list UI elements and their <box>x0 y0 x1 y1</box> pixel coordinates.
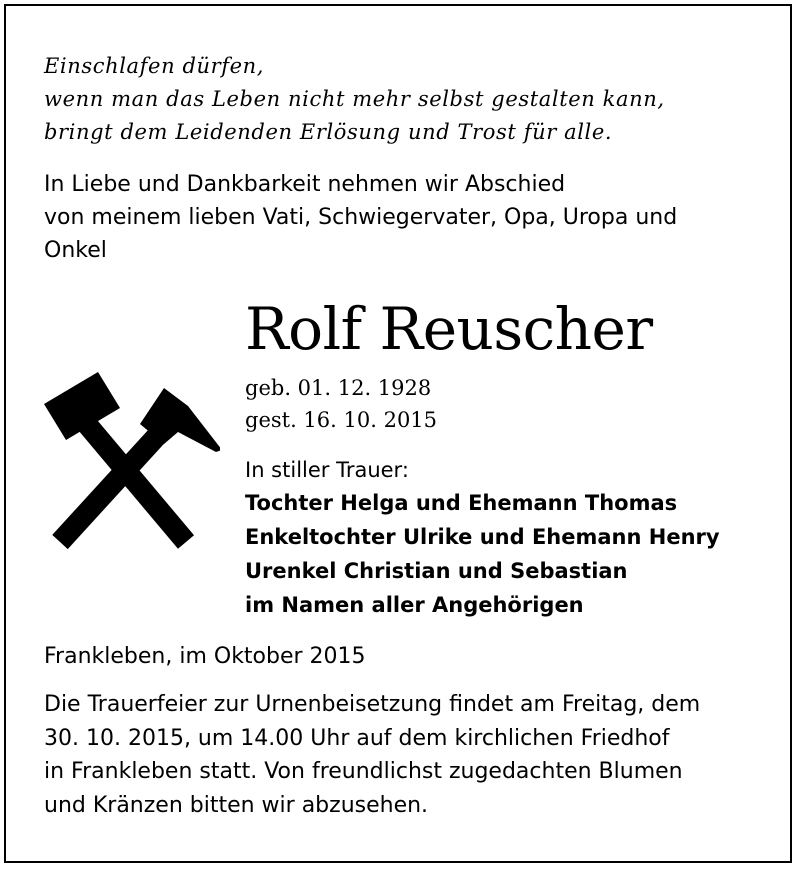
ceremony-info <box>44 688 700 822</box>
mourner-line: im Namen aller Angehörigen <box>245 593 584 617</box>
mourners-list <box>245 486 720 622</box>
intro-line: von meinem lieben Vati, Schwiegervater, Opa, Uropa und <box>44 205 678 230</box>
hammer-and-pick-icon <box>40 372 220 556</box>
ceremony-line: 30. 10. 2015, um 14.00 Uhr auf dem kirchlichen Friedhof <box>44 725 670 751</box>
verse <box>44 50 665 149</box>
verse-line: wenn man das Leben nicht mehr selbst gestalten kann, <box>44 87 665 111</box>
birth-date: geb. 01. 12. 1928 <box>245 376 432 400</box>
ceremony-line: und Kränzen bitten wir abzusehen. <box>44 792 429 818</box>
mourning-label: In stiller Trauer: <box>245 458 409 482</box>
mourner-line: Urenkel Christian und Sebastian <box>245 559 628 583</box>
deceased-name: Rolf Reuscher <box>245 295 653 363</box>
farewell-intro <box>44 168 677 267</box>
verse-line: Einschlafen dürfen, <box>44 54 265 78</box>
life-dates <box>245 372 437 436</box>
place-and-date: Frankleben, im Oktober 2015 <box>44 644 366 669</box>
verse-line: bringt dem Leidenden Erlösung und Trost für alle. <box>44 120 613 144</box>
intro-line: Onkel <box>44 238 107 263</box>
death-date: gest. 16. 10. 2015 <box>245 408 438 432</box>
mourner-line: Enkeltochter Ulrike und Ehemann Henry <box>245 525 720 549</box>
ceremony-line: in Frankleben statt. Von freundlichst zugedachten Blumen <box>44 759 683 784</box>
ceremony-line: Die Trauerfeier zur Urnenbeisetzung findet am Freitag, dem <box>44 692 701 717</box>
mourner-line: Tochter Helga und Ehemann Thomas <box>245 491 678 515</box>
intro-line: In Liebe und Dankbarkeit nehmen wir Abschied <box>44 172 566 197</box>
